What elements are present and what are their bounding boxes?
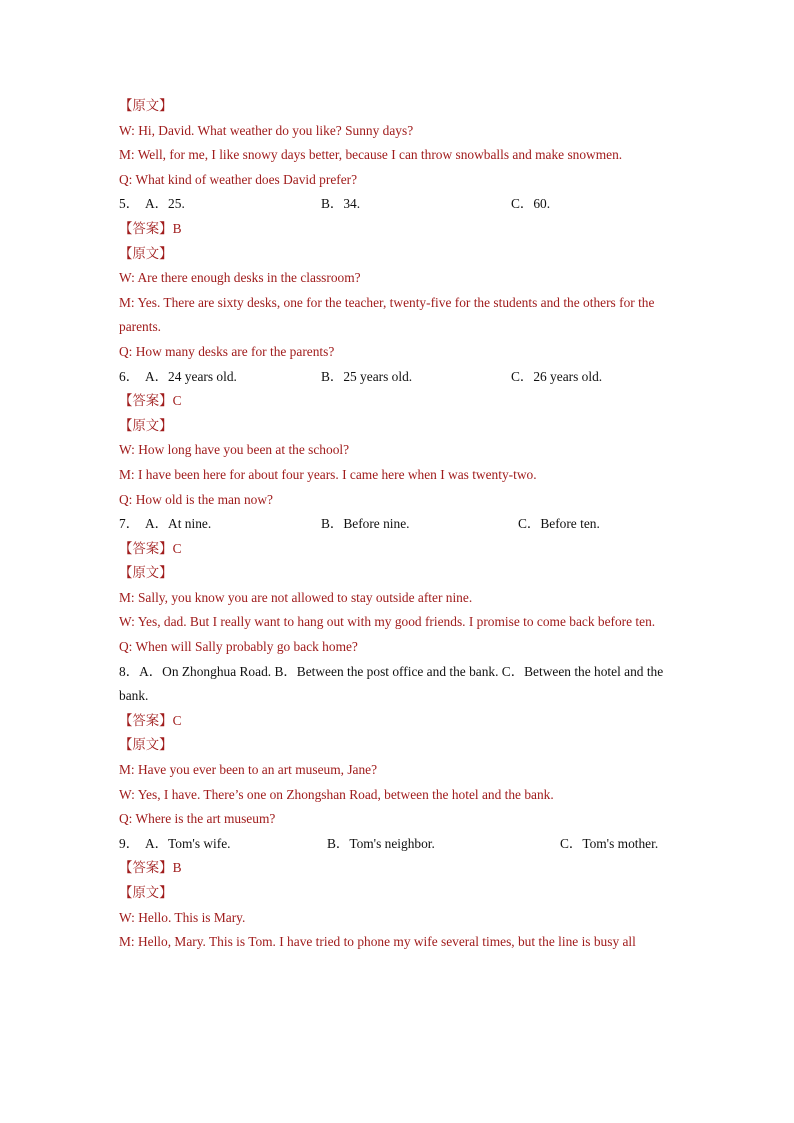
transcript-label: 【原文】: [119, 245, 173, 261]
question-number: 9．: [119, 835, 140, 851]
answer-label: 【答案】: [119, 540, 173, 556]
option-b: B．34.: [321, 196, 361, 212]
option-c: C．26 years old.: [511, 368, 603, 384]
transcript-line: M: I have been here for about four years. I came here when I was twenty-two.: [119, 466, 537, 482]
answer-label: 【答案】: [119, 393, 173, 409]
option-a: A．24 years old.: [145, 368, 237, 384]
question-number: 7．: [119, 516, 140, 532]
option-a: A．At nine.: [145, 516, 212, 532]
answer-line: [119, 537, 667, 562]
transcript-line: W: Yes, I have. There’s one on Zhongshan Road, between the hotel and the bank.: [119, 786, 554, 802]
answer-value: B: [172, 220, 182, 236]
option-a: A．Tom's wife.: [145, 835, 231, 851]
answer-value: C: [172, 712, 182, 728]
transcript-label: 【原文】: [119, 98, 173, 113]
transcript-label: 【原文】: [119, 417, 173, 433]
question-9: [119, 832, 667, 857]
answer-label: 【答案】: [119, 220, 173, 236]
question-6: [119, 365, 667, 390]
question-number: 5．: [119, 196, 140, 212]
transcript-line: W: Hello. This is Mary.: [119, 909, 246, 925]
transcript-label: 【原文】: [119, 565, 173, 581]
question-7: [119, 512, 667, 537]
transcript-line: W: Hi, David. What weather do you like? Sunny days?: [119, 122, 414, 138]
transcript-line: Q: How many desks are for the parents?: [119, 343, 335, 359]
transcript-line: M: Have you ever been to an art museum, Jane?: [119, 762, 378, 778]
answer-line: [119, 389, 667, 414]
answer-line: [119, 709, 667, 734]
transcript-line: M: Sally, you know you are not allowed to stay outside after nine.: [119, 589, 473, 605]
transcript-label: 【原文】: [119, 885, 173, 900]
option-c: C．60.: [511, 196, 551, 212]
question-number: 6．: [119, 368, 140, 384]
transcript-line: W: Are there enough desks in the classroom?: [119, 270, 361, 286]
question-8: 8．A．On Zhonghua Road. B．Between the post office and the bank. C．Between the hotel and the bank.: [119, 663, 664, 704]
transcript-line: Q: When will Sally probably go back home?: [119, 639, 358, 655]
answer-label: 【答案】: [119, 860, 173, 876]
option-b: B．Tom's neighbor.: [327, 835, 435, 851]
transcript-label: 【原文】: [119, 737, 173, 753]
answer-value: C: [172, 393, 182, 409]
answer-value: C: [172, 540, 182, 556]
document-content: [119, 94, 667, 955]
option-b: B．25 years old.: [321, 368, 413, 384]
transcript-line: Q: What kind of weather does David prefer?: [119, 171, 358, 187]
transcript-line: M: Yes. There are sixty desks, one for the teacher, twenty-five for the students and the others for the parents.: [119, 294, 655, 335]
option-a: A．25.: [145, 196, 185, 212]
answer-label: 【答案】: [119, 712, 173, 728]
transcript-line: Q: How old is the man now?: [119, 491, 273, 507]
answer-line: [119, 217, 667, 242]
transcript-line: M: Hello, Mary. This is Tom. I have tried to phone my wife several times, but the line is busy all: [119, 934, 636, 950]
option-b: B．Before nine.: [321, 516, 410, 532]
transcript-line: W: Yes, dad. But I really want to hang out with my good friends. I promise to come back before ten.: [119, 614, 656, 630]
transcript-line: M: Well, for me, I like snowy days better, because I can throw snowballs and make snowmen.: [119, 147, 623, 163]
option-c: C．Before ten.: [518, 516, 600, 532]
question-5: [119, 192, 667, 217]
answer-line: [119, 856, 667, 881]
option-c: C．Tom's mother.: [560, 835, 659, 851]
transcript-line: Q: Where is the art museum?: [119, 811, 276, 827]
answer-value: B: [172, 860, 182, 876]
transcript-line: W: How long have you been at the school?: [119, 442, 350, 458]
